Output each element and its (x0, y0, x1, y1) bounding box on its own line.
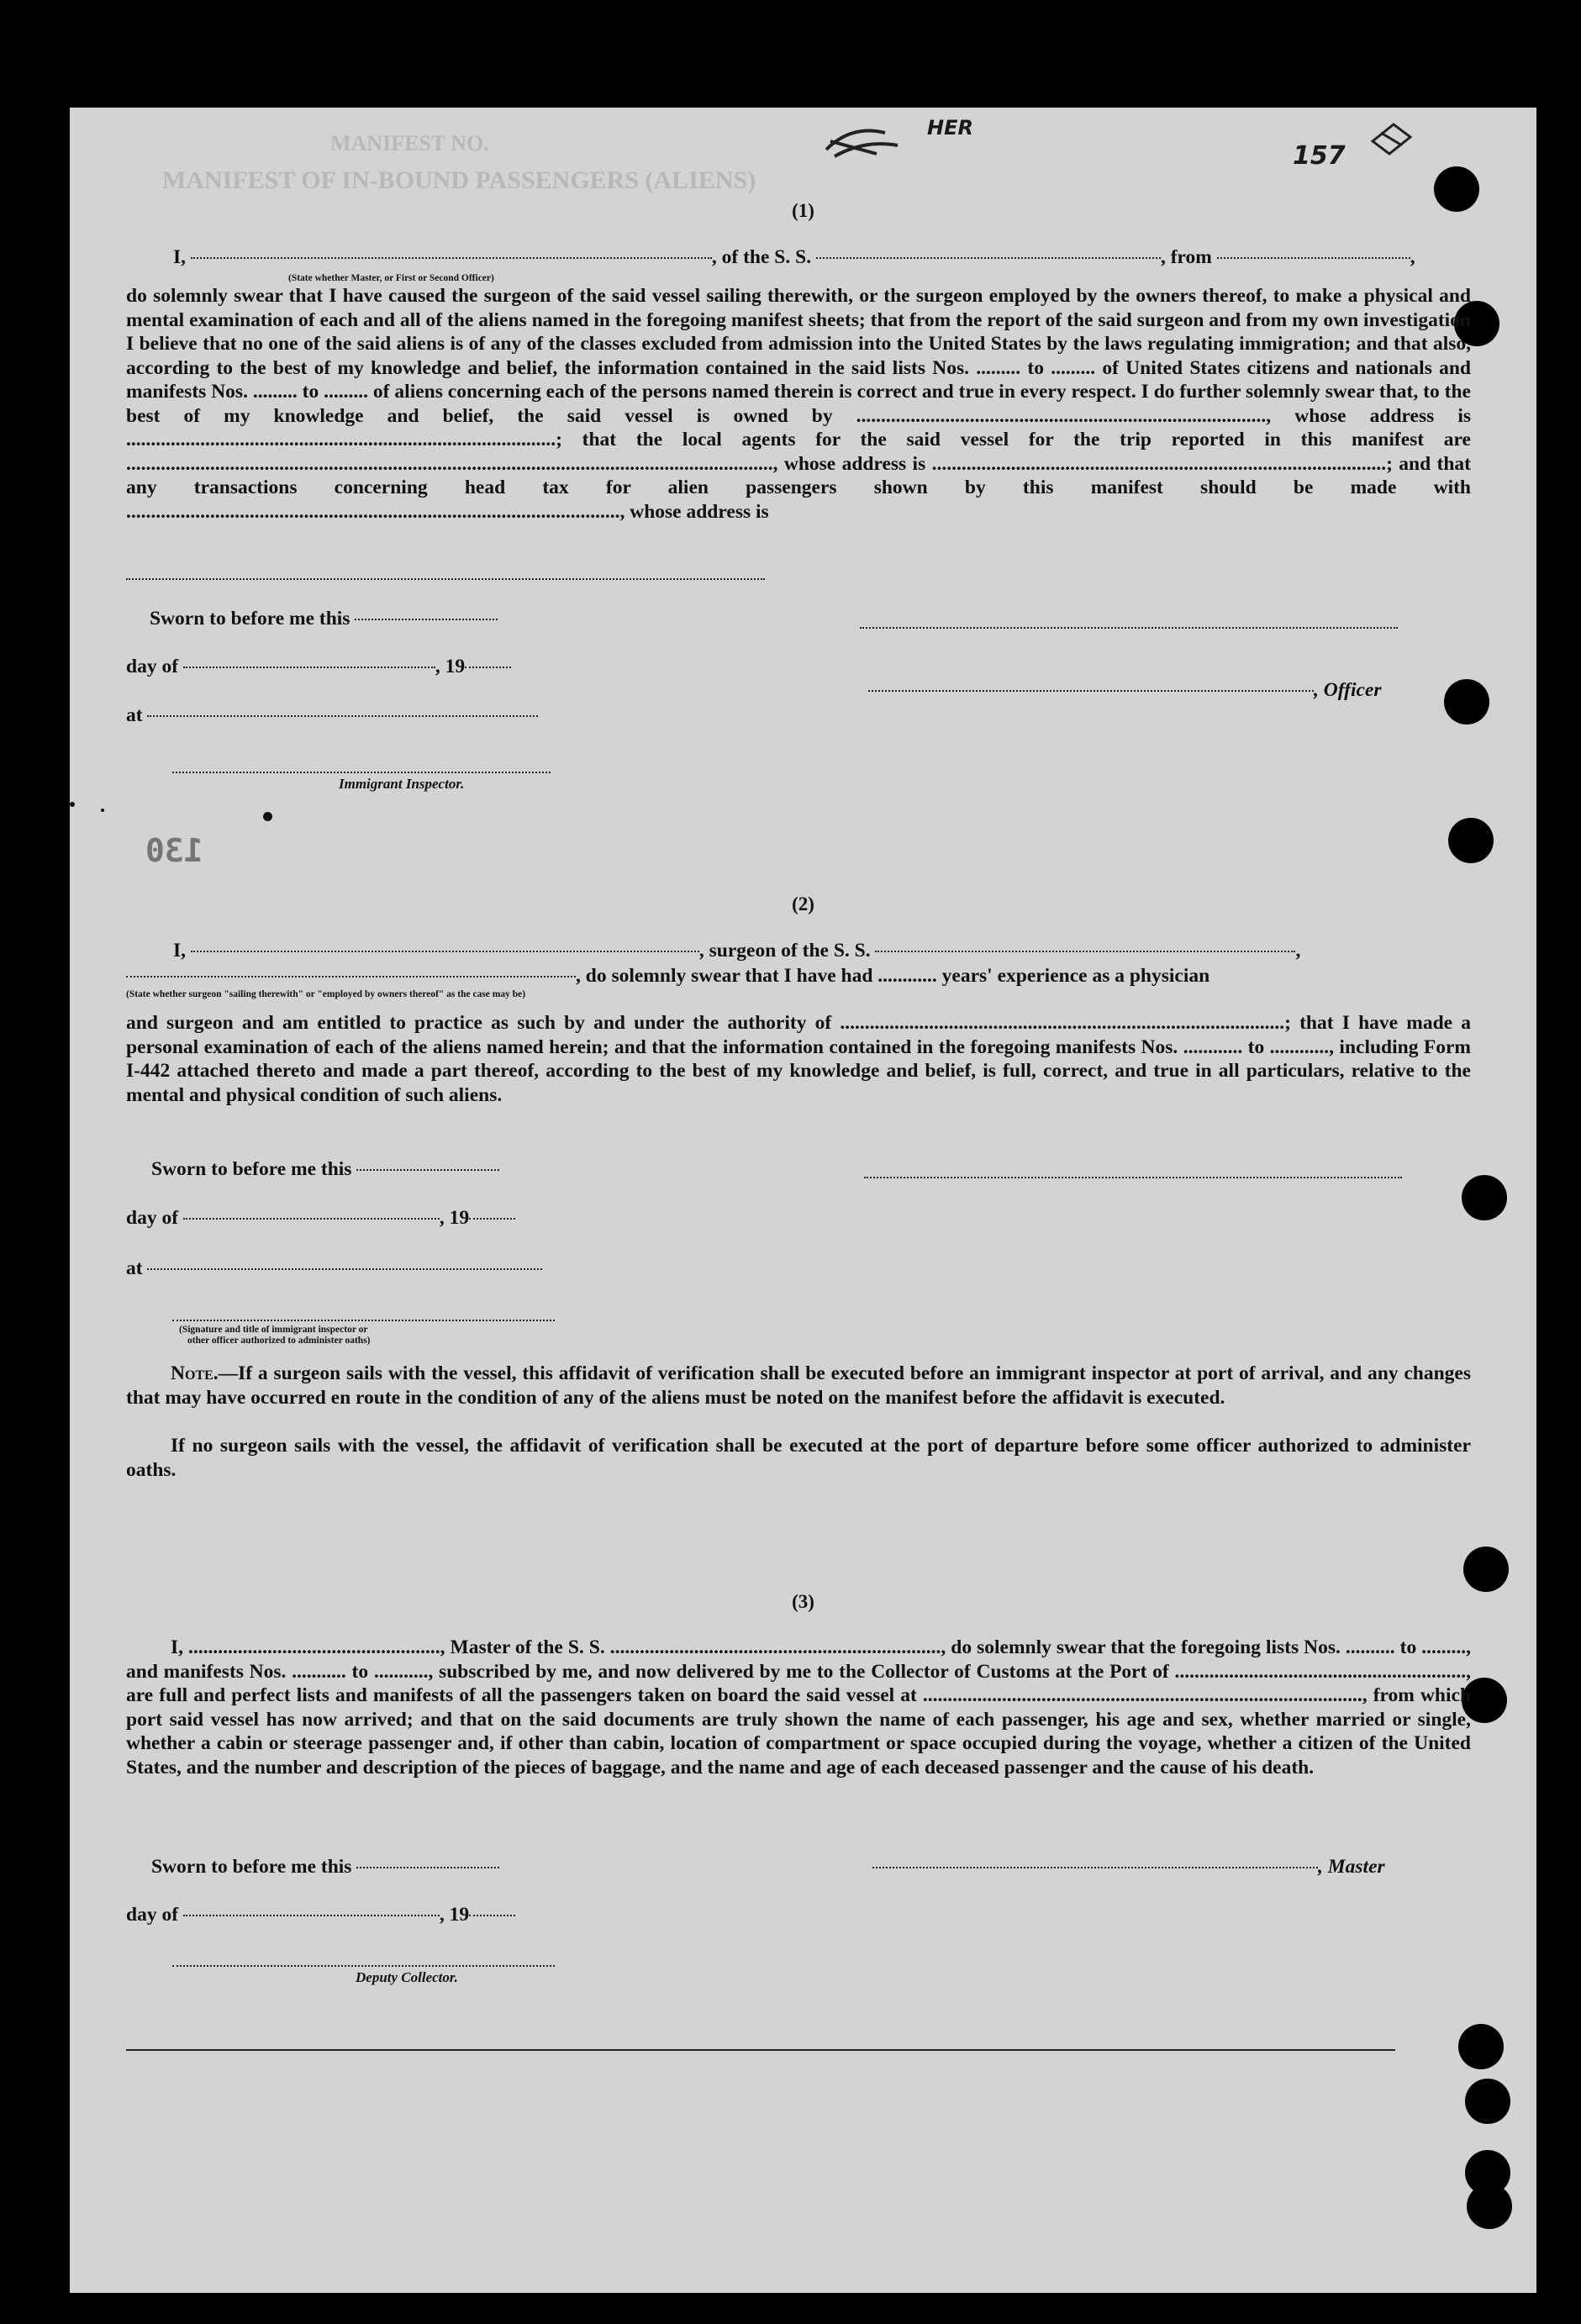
section-3-oath-text: I, ..................................................., Master of the S. S. ..................................................................., do solemnly swear that the foregoing lists Nos. .......... to ........., and manifests Nos. ........... to ..........., subscribed by me, and now delivered by me to the Collector of Customs at the Port of ..........................................................., are full and perfect lists and manifests of all the passengers taken on board the said vessel at ........................................................................................., from which port said vessel has now arrived; and that on the said documents are truly shown the name of each passenger, his age and sex, whether married or single, whether a cabin or steerage passenger and, if other than cabin, location of compartment or space occupied during the voyage, whether a citizen of the United States, and the number and description of the pieces of baggage, and the name and age of each deceased passenger and the cause of his death. (126, 1636, 1471, 1779)
punch-hole (1463, 1547, 1509, 1592)
handwritten-page-number: 157 (1293, 141, 1346, 171)
signature-caption-2: other officer authorized to administer oaths) (187, 1336, 371, 1346)
day-of-line-2: day of , 19 (126, 1207, 515, 1230)
surgeon-note: Note.—If a surgeon sails with the vessel, this affidavit of verification shall be executed before an immigrant inspector at port of arrival, and any changes that may have occurred en route in the condition of any of the aliens must be noted on the manifest before the affidavit is executed. (126, 1362, 1471, 1409)
surgeon-signature-line (864, 1177, 1402, 1178)
immigrant-inspector-caption: Immigrant Inspector. (339, 776, 465, 792)
sworn-line-1: Sworn to before me this (150, 608, 498, 630)
handwritten-note: HER (927, 116, 973, 140)
punch-hole (1444, 679, 1489, 725)
scribble-mark (818, 116, 919, 166)
ghost-manifest-no: MANIFEST NO. (330, 131, 489, 155)
section-2-oath-text: and surgeon and am entitled to practice as such by and under the authority of ..........................................................................................; that I have made a personal examination of each of the aliens named herein; and that the information contained in the foregoing manifests Nos. ............ to ............, including Form I-442 attached thereto and made a part thereof, according to the best of my knowledge and belief, is full, correct, and true in all particulars, relative to the mental and physical condition of such aliens. (126, 1012, 1471, 1106)
punch-hole (1465, 2079, 1510, 2124)
officer-signature-line: , Officer (868, 679, 1381, 702)
day-of-line-3: day of , 19 (126, 1904, 515, 1926)
section-1-intro-line: I, , of the S. S. , from , (173, 246, 1415, 268)
punch-hole (1448, 818, 1494, 863)
form-page (70, 108, 1536, 2293)
deputy-collector-caption: Deputy Collector. (356, 1969, 458, 1985)
punch-hole (1462, 1175, 1507, 1220)
section-2-intro-line: I, , surgeon of the S. S. , (173, 940, 1301, 962)
master-signature-line: , Master (872, 1856, 1385, 1879)
punch-hole (1458, 2024, 1504, 2069)
no-surgeon-note: If no surgeon sails with the vessel, the affidavit of verification shall be executed at the port of departure before some officer authorized to administer oaths. (126, 1435, 1471, 1481)
at-line-1: at (126, 704, 538, 727)
surgeon-type-note: (State whether surgeon "sailing therewith" or "employed by owners thereof" as the case may be) (126, 989, 526, 999)
section-2-heading: (2) (792, 893, 814, 914)
section-3-heading: (3) (792, 1591, 814, 1612)
scribble-mark-right (1368, 116, 1419, 158)
bottom-rule (126, 2049, 1395, 2051)
master-officer-note: (State whether Master, or First or Second Officer) (288, 273, 494, 283)
ghost-manifest-title: MANIFEST OF IN-BOUND PASSENGERS (ALIENS) (162, 166, 756, 194)
at-line-2: at (126, 1257, 542, 1280)
sworn-line-3: Sworn to before me this (151, 1856, 499, 1879)
section-1-oath-text: do solemnly swear that I have caused the surgeon of the said vessel sailing therewith, or the surgeon employed by the owners thereof, to make a physical and mental examination of each and all of the aliens named in the foregoing manifest sheets; that from the report of the said surgeon and from my own investigation I believe that no one of the said aliens is of any of the classes excluded from admission into the United States by the laws regulating immigration; and that also, according to the best of my knowledge and belief, the information contained in the said lists Nos. ......... to ......... of United States citizens and nationals and manifests Nos. ......... to ......... of aliens concerning each of the persons named therein is correct and true in every respect. I do further solemnly swear that, to the best of my knowledge and belief, the said vessel is owned by ..................................................................................., whose address is .......................................................................................; that the local agents for the said vessel for the trip reported in this manifest are ..................................................................................................................................., whose address is ............................................................................................; and that any transactions concerning head tax for alien passengers shown by this manifest should be made with ...................................................................................................., whose address is (126, 285, 1471, 523)
section-2-swear-line: , do solemnly swear that I have had ............ years' experience as a physician (126, 965, 1209, 988)
punch-hole (1467, 2184, 1512, 2229)
day-of-line-1: day of , 19 (126, 656, 511, 678)
sworn-line-2: Sworn to before me this (151, 1158, 499, 1181)
section-1-heading: (1) (792, 200, 814, 221)
signature-caption-1: (Signature and title of immigrant inspector or (179, 1325, 368, 1335)
faint-stamp-number: 130 (145, 832, 203, 869)
officer-signature-line-a (860, 627, 1398, 629)
